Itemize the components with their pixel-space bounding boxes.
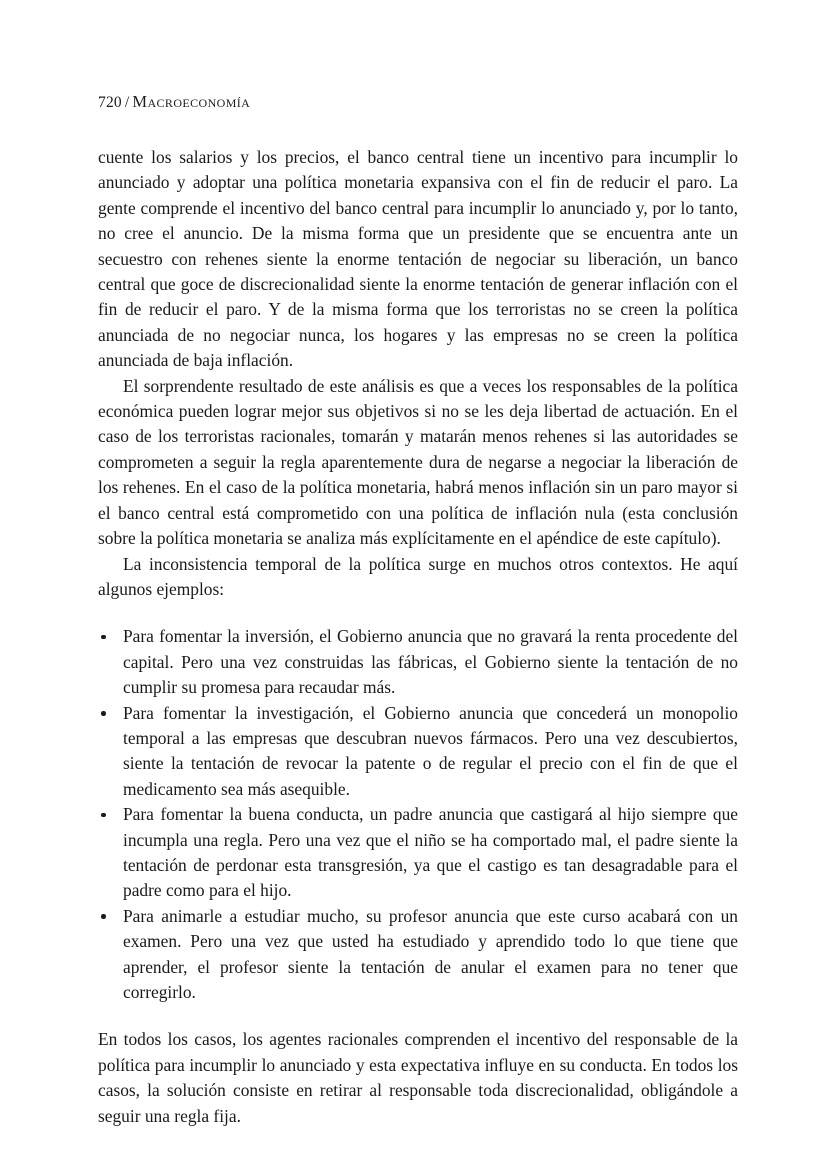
list-item	[98, 802, 738, 904]
list-item-text: Para animarle a estudiar mucho, su profesor anuncia que este curso acabará con un examen. Pero una vez que usted ha estudiado y aprendido todo lo que tiene que aprender, el profesor siente la tentación de anular el examen para no tener que corregirlo.	[123, 905, 738, 1002]
paragraph-continued: cuente los salarios y los precios, el banco central tiene un incentivo para incumplir lo anunciado y adoptar una política monetaria expansiva con el fin de reducir el paro. La gente comprende el incentivo del banco central para incumplir lo anunciado y, por lo tanto, no cree el anuncio. De la misma forma que un presidente que se encuentra ante un secuestro con rehenes siente la enorme tentación de negociar su liberación, un banco central que goce de discrecionalidad siente la enorme tentación de generar inflación con el fin de reducir el paro. Y de la misma forma que los terroristas no se creen la política anunciada de no negociar nunca, los hogares y las empresas no se creen la política anunciada de baja inflación.	[98, 147, 738, 371]
list-item-text: Para fomentar la investigación, el Gobierno anuncia que concederá un monopolio temporal a las empresas que descubran nuevos fármacos. Pero una vez descubiertos, siente la tentación de revocar la patente o de regular el precio con el fin de que el medicamento sea más asequible.	[123, 702, 738, 799]
paragraph-analysis-result: El sorprendente resultado de este análisis es que a veces los responsables de la política económica pueden lograr mejor sus objetivos si no se les deja libertad de actuación. En el caso de los terroristas racionales, tomarán y matarán menos rehenes si las autoridades se comprometen a seguir la regla aparentemente dura de negarse a negociar la liberación de los rehenes. En el caso de la política monetaria, habrá menos inflación sin un paro mayor si el banco central está comprometido con una política de inflación nula (esta conclusión sobre la política monetaria se analiza más explícitamente en el apéndice de este capítulo).	[98, 375, 738, 549]
list-item	[98, 701, 738, 803]
book-title: Macroeconomía	[132, 92, 251, 111]
list-item-text: Para fomentar la inversión, el Gobierno anuncia que no gravará la renta procedente del capital. Pero una vez construidas las fábricas, el Gobierno siente la tentación de no cumplir su promesa para recaudar más.	[123, 626, 738, 698]
bullet-icon	[101, 635, 106, 640]
bullet-icon	[101, 914, 106, 919]
page-number: 720	[98, 94, 122, 111]
list-trailing-space	[98, 1005, 738, 1027]
paragraph-conclusion: En todos los casos, los agentes racionales comprenden el incentivo del responsable de la política para incumplir lo anunciado y esta expectativa influye en su conducta. En todos los casos, la solución consiste en retirar al responsable toda discrecionalidad, obligándole a seguir una regla fija.	[98, 1029, 738, 1126]
list-item	[98, 904, 738, 1006]
running-head-separator: /	[124, 94, 130, 111]
list-item-text: Para fomentar la buena conducta, un padre anuncia que castigará al hijo siempre que incumpla una regla. Pero una vez que el niño se ha comportado mal, el padre siente la tentación de perdonar esta transgresión, ya que el castigo es tan desagradable para el padre como para el hijo.	[123, 804, 738, 901]
paragraph-examples-intro: La inconsistencia temporal de la política surge en muchos otros contextos. He aquí algunos ejemplos:	[98, 553, 738, 599]
list-item	[98, 624, 738, 700]
bullet-icon	[101, 711, 106, 716]
examples-list	[98, 624, 738, 1005]
running-head	[98, 92, 738, 113]
page-content	[98, 92, 738, 1129]
bullet-icon	[101, 813, 106, 818]
